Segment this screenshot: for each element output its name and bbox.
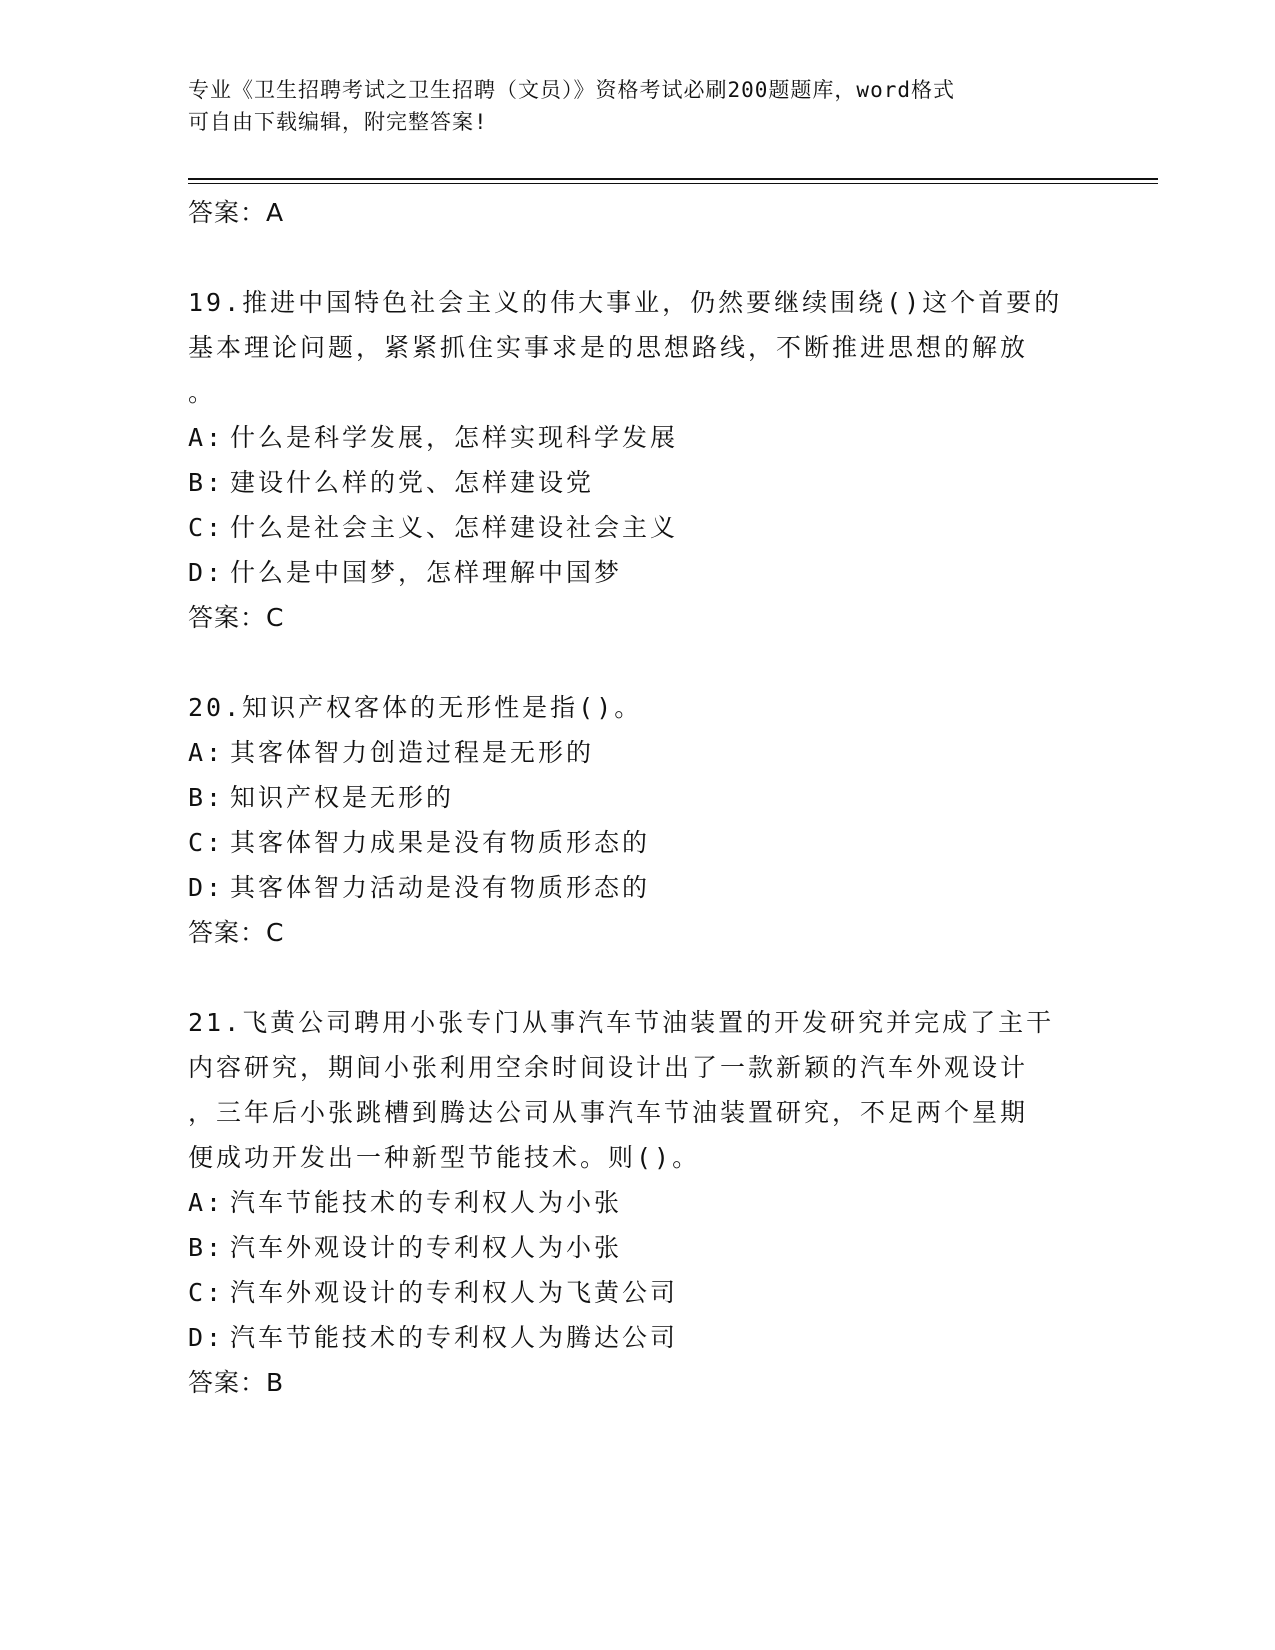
option-letter: B: <box>188 1233 225 1262</box>
option-text: 汽车节能技术的专利权人为小张 <box>230 1188 623 1217</box>
option-letter: A: <box>188 738 225 767</box>
header-line-2: 可自由下载编辑，附完整答案! <box>188 110 488 134</box>
header-divider-thin <box>188 183 1158 184</box>
header-line-1: 专业《卫生招聘考试之卫生招聘（文员）》资格考试必刷200题题库，word格式 <box>188 78 955 102</box>
header-divider <box>188 178 1158 180</box>
option-letter: C: <box>188 828 225 857</box>
option-letter: D: <box>188 1323 225 1352</box>
question-stem: 便成功开发出一种新型节能技术。则()。 <box>188 1143 701 1172</box>
option-text: 汽车节能技术的专利权人为腾达公司 <box>230 1323 679 1352</box>
answer-label: 答案：A <box>188 198 285 227</box>
option-d <box>188 550 1088 595</box>
option-letter: C: <box>188 513 225 542</box>
option-d <box>188 1315 1088 1360</box>
answer-label: 答案：C <box>188 918 285 947</box>
option-a <box>188 730 1088 775</box>
option-c <box>188 505 1088 550</box>
option-letter: B: <box>188 783 225 812</box>
option-text: 建设什么样的党、怎样建设党 <box>230 468 595 497</box>
question-block <box>188 685 1088 956</box>
question-stem: 基本理论问题，紧紧抓住实事求是的思想路线，不断推进思想的解放 <box>188 333 1029 362</box>
option-text: 汽车外观设计的专利权人为小张 <box>230 1233 623 1262</box>
option-text: 知识产权是无形的 <box>230 783 455 812</box>
question-stem: 19.推进中国特色社会主义的伟大事业，仍然要继续围绕()这个首要的 <box>188 288 1063 317</box>
option-b <box>188 1225 1088 1270</box>
question-stem: 20.知识产权客体的无形性是指()。 <box>188 693 643 722</box>
option-letter: D: <box>188 873 225 902</box>
option-a <box>188 415 1088 460</box>
option-text: 什么是科学发展，怎样实现科学发展 <box>230 423 679 452</box>
option-letter: C: <box>188 1278 225 1307</box>
option-c <box>188 820 1088 865</box>
document-header <box>188 74 1088 138</box>
option-text: 汽车外观设计的专利权人为飞黄公司 <box>230 1278 679 1307</box>
option-letter: D: <box>188 558 225 587</box>
question-list <box>188 190 1088 1406</box>
option-letter: B: <box>188 468 225 497</box>
answer-label: 答案：C <box>188 603 285 632</box>
option-letter: A: <box>188 423 225 452</box>
option-text: 什么是社会主义、怎样建设社会主义 <box>230 513 679 542</box>
answer-label: 答案：B <box>188 1368 285 1397</box>
question-stem: 21.飞黄公司聘用小张专门从事汽车节油装置的开发研究并完成了主干 <box>188 1008 1055 1037</box>
option-b <box>188 460 1088 505</box>
question-block <box>188 1000 1088 1406</box>
option-letter: A: <box>188 1188 225 1217</box>
option-b <box>188 775 1088 820</box>
option-text: 其客体智力活动是没有物质形态的 <box>230 873 651 902</box>
question-stem: 。 <box>188 378 217 407</box>
question-block <box>188 280 1088 641</box>
option-a <box>188 1180 1088 1225</box>
option-text: 其客体智力成果是没有物质形态的 <box>230 828 651 857</box>
option-c <box>188 1270 1088 1315</box>
question-stem: 内容研究，期间小张利用空余时间设计出了一款新颖的汽车外观设计 <box>188 1053 1029 1082</box>
option-text: 什么是中国梦，怎样理解中国梦 <box>230 558 623 587</box>
option-d <box>188 865 1088 910</box>
question-stem: ，三年后小张跳槽到腾达公司从事汽车节油装置研究，不足两个星期 <box>188 1098 1029 1127</box>
option-text: 其客体智力创造过程是无形的 <box>230 738 595 767</box>
